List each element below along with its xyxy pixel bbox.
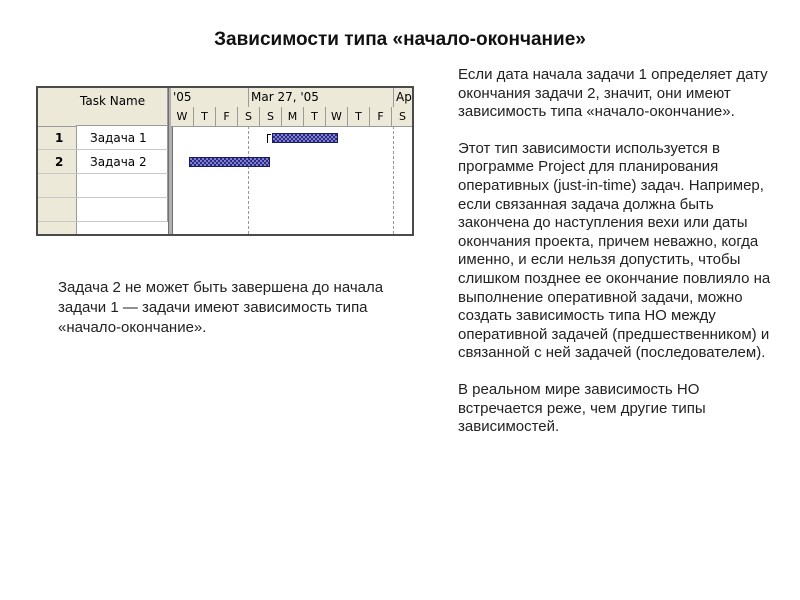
week-label: '05: [173, 90, 192, 104]
empty-row-id: [38, 198, 76, 222]
task-row-id: 2: [38, 150, 76, 174]
dependency-link: [267, 134, 271, 143]
explanation-text: [458, 66, 778, 455]
task-row-name: Задача 1: [76, 126, 168, 150]
figure-caption: Задача 2 не может быть завершена до начала задачи 1 — задачи имеют зависимость типа «начало-окончание».: [58, 279, 384, 336]
task-bar[interactable]: [272, 133, 338, 143]
day-label: M: [281, 107, 303, 126]
day-label: S: [237, 107, 259, 126]
week-label: Ap: [393, 88, 412, 107]
timescale-major: [171, 88, 412, 108]
task-row-id: 1: [38, 126, 76, 150]
week-gridline: [393, 126, 394, 234]
week-gridline: [248, 126, 249, 234]
empty-row-id: [38, 174, 76, 198]
day-label: T: [303, 107, 325, 126]
paragraph: Если дата начала задачи 1 определяет дату окончания задачи 2, значит, они имеют зависимость типа «начало-окончание».: [458, 66, 768, 121]
day-label: W: [176, 110, 188, 123]
task-table: [38, 88, 168, 234]
paragraph: Этот тип зависимости используется в программе Project для планирования оперативных (just-in-time) задач. Например, если связанная задача должна быть закончена до наступления вехи или даты окончания проекта, причем неважно, когда именно, и если нельзя допустить, чтобы слишком позднее ее окончание повлияло на выполнение оперативной задачи, можно создать зависимость типа НО между оперативной задачей (предшественником) и связанной с ней задачей (последователем).: [458, 139, 771, 362]
week-label: Mar 27, '05: [248, 88, 393, 107]
empty-row-name: [76, 174, 168, 198]
day-label: F: [215, 107, 237, 126]
task-row-name: Задача 2: [76, 150, 168, 174]
timescale-minor: [171, 107, 412, 127]
empty-row-name: [76, 198, 168, 222]
day-label: T: [193, 107, 215, 126]
day-label: S: [391, 107, 413, 126]
gantt-timeline: [171, 88, 412, 234]
day-label: F: [369, 107, 391, 126]
day-label: T: [347, 107, 369, 126]
task-bar[interactable]: [189, 157, 270, 167]
paragraph: В реальном мире зависимость НО встречается реже, чем другие типы зависимостей.: [458, 380, 706, 436]
gantt-chart-screenshot: [36, 86, 414, 236]
slide-title: Зависимости типа «начало-окончание»: [214, 29, 586, 50]
id-column-header: [38, 88, 76, 127]
gantt-bar-area: [171, 126, 412, 234]
day-label: W: [325, 107, 347, 126]
day-label: S: [259, 107, 281, 126]
task-name-column-header: Task Name: [76, 88, 168, 126]
